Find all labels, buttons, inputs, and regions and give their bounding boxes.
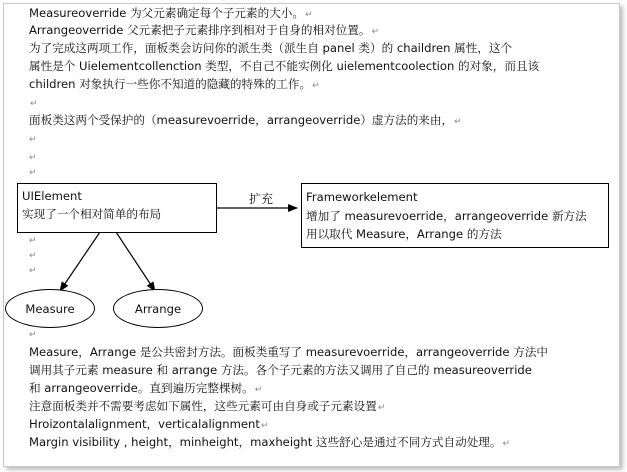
text-line: 面板类这两个受保护的（measurevoerride，arrangeoverride）虚方法的来由，↵ (29, 113, 462, 127)
uielement-title: UIElement (22, 189, 82, 203)
paragraph-mark: ↵ (29, 236, 37, 246)
frameworkelement-title: Frameworkelement (306, 190, 418, 204)
text-line: Arrangeoverride 父元素把子元素排序到相对于自身的相对位置。↵ (29, 23, 380, 37)
paragraph-mark: ↵ (29, 251, 37, 261)
uielement-desc: 实现了一个相对简单的布局 (22, 207, 162, 221)
text-line: ↵ (30, 99, 38, 109)
frameworkelement-box (301, 183, 609, 248)
arrange-label: Arrange (134, 301, 182, 316)
text-line: Measureoverride 为父元素确定每个子元素的大小。↵ (29, 6, 313, 20)
paragraph-mark: ↵ (29, 135, 37, 145)
paragraph-mark: ↵ (29, 266, 37, 276)
text-line: 和 arrangeoverride。直到遍历完整棵树。↵ (29, 381, 263, 395)
text-line: 属性是个 Uielementcollenction 类型，不自己不能实例化 uielementcoolection 的对象，而且该 (29, 59, 540, 73)
text-line: children 对象执行一些你不知道的隐藏的特殊的工作。↵ (29, 77, 320, 91)
text-line: 调用其子元素 measure 和 arrange 方法。各个子元素的方法又调用了自己的 measureoverride (29, 363, 532, 377)
paragraph-mark: ↵ (29, 330, 37, 340)
measure-arrow (60, 232, 100, 291)
paragraph-mark: ↵ (29, 168, 37, 178)
text-line: Measure，Arrange 是公共密封方法。面板类重写了 measurevoerride，arrangeoverride 方法中 (29, 345, 549, 359)
text-line: Margin visibility , height，minheight，maxheight 这些舒心是通过不同方式自动处理。↵ (29, 435, 511, 449)
paragraph-mark: ↵ (29, 153, 37, 163)
frameworkelement-line1: 增加了 measurevoerride，arrangeoverride 新方法 (306, 209, 587, 223)
text-line: 为了完成这两项工作，面板类会访问你的派生类（派生自 panel 类）的 chaildren 属性，这个 (29, 41, 513, 55)
extend-label: 扩充 (249, 192, 274, 206)
text-line: 注意面板类并不需要考虑如下属性，这些元素可由自身或子元素设置↵ (29, 399, 386, 413)
measure-label: Measure (25, 301, 75, 316)
frameworkelement-line2: 用以取代 Measure，Arrange 的方法 (306, 227, 502, 241)
measure-ellipse (5, 289, 95, 328)
arrange-arrow (116, 232, 155, 291)
arrange-ellipse (113, 289, 203, 328)
text-line: Hroizontalalignment，verticalalignment↵ (29, 417, 269, 431)
uielement-box (17, 183, 217, 233)
